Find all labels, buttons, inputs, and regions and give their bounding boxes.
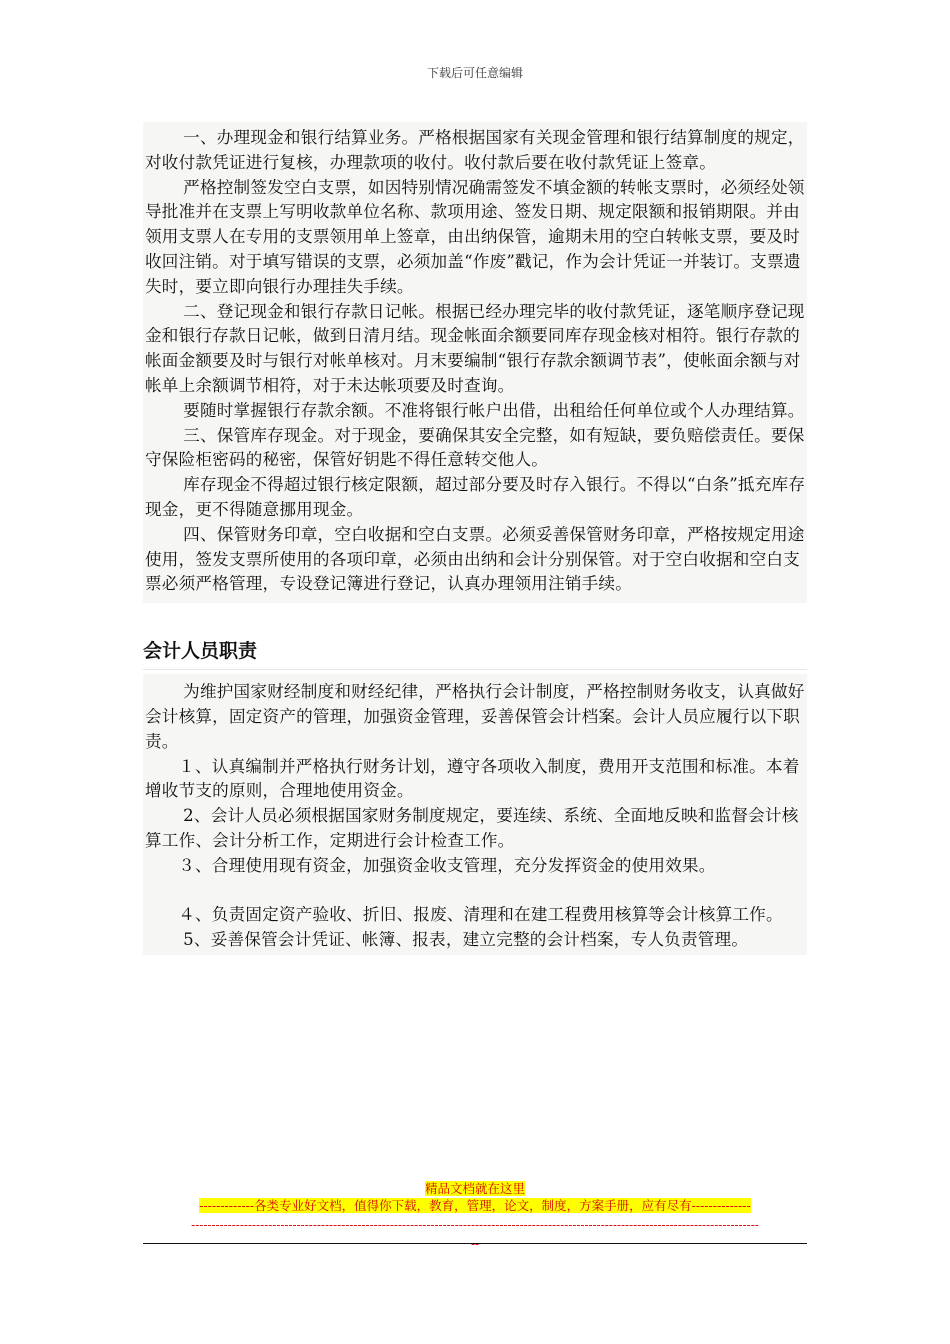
paragraph: 四、保管财务印章，空白收据和空白支票。必须妥善保管财务印章，严格按规定用途使用，签发支票所使用的各项印章，必须由出纳和会计分别保管。对于空白收据和空白支票必须严格管理，专设登记簿进行登记，认真办理领用注销手续。 — [145, 524, 805, 594]
paragraph: 严格控制签发空白支票，如因特别情况确需签发不填金额的转帐支票时，必须经处领导批准并在支票上写明收款单位名称、款项用途、签发日期、规定限额和报销期限。并由领用支票人在专用的支票领用单上签章，由出纳保管，逾期未用的空白转帐支票，要及时收回注销。对于填写错误的支票，必须加盖“作废”戳记，作为会计凭证一并装订。支票遗失时，要立即向银行办理挂失手续。 — [145, 177, 805, 296]
page-header-note: 下载后可任意编辑 — [426, 66, 523, 80]
cashier-duties-block — [143, 122, 807, 603]
paragraph: 2、会计人员必须根据国家财务制度规定，要连续、系统、全面地反映和监督会计核算工作、会计分析工作，定期进行会计检查工作。 — [145, 806, 799, 850]
paragraph: 为维护国家财经制度和财经纪律，严格执行会计制度，严格控制财务收支，认真做好会计核算，固定资产的管理，加强资金管理，妥善保管会计档案。会计人员应履行以下职责。 — [145, 682, 805, 751]
footer-title: 精品文档就在这里 — [424, 1181, 525, 1196]
accountant-duties-block — [143, 674, 807, 955]
paragraph: 二、登记现金和银行存款日记帐。根据已经办理完毕的收付款凭证，逐笔顺序登记现金和银行存款日记帐，做到日清月结。现金帐面余额要同库存现金核对相符。银行存款的帐面金额要及时与银行对帐单核对。月末要编制“银行存款余额调节表”，使帐面余额与对帐单上余额调节相符，对于未达帐项要及时查询。 — [145, 301, 805, 395]
paragraph: 三、保管库存现金。对于现金，要确保其安全完整，如有短缺，要负赔偿责任。要保守保险柜密码的秘密，保管好钥匙不得任意转交他人。 — [145, 425, 805, 470]
paragraph: 5、妥善保管会计凭证、帐簿、报表，建立完整的会计档案，专人负责管理。 — [183, 930, 749, 950]
page-footer — [143, 1180, 807, 1252]
footer-tagline: -------------各类专业好文档，值得你下载，教育，管理，论文，制度，方案手册，应有尽有-------------- — [199, 1198, 751, 1213]
footer-dash-end: -- — [470, 1237, 480, 1251]
blank-line — [145, 879, 807, 904]
footer-dash-line: -------------------------------------------------------------------------------------------------------------------------------------------- — [191, 1218, 759, 1232]
document-body — [143, 122, 807, 955]
paragraph: ４、负责固定资产验收、折旧、报废、清理和在建工程费用核算等会计核算工作。 — [178, 905, 783, 925]
paragraph: 一、办理现金和银行结算业务。严格根据国家有关现金管理和银行结算制度的规定，对收付款凭证进行复核，办理款项的收付。收付款后要在收付款凭证上签章。 — [145, 128, 805, 172]
paragraph: ３、合理使用现有资金，加强资金收支管理，充分发挥资金的使用效果。 — [178, 855, 716, 875]
paragraph: １、认真编制并严格执行财务计划，遵守各项收入制度，费用开支范围和标准。本着增收节支的原则，合理地使用资金。 — [145, 756, 800, 801]
section-heading: 会计人员职责 — [143, 637, 807, 670]
paragraph: 库存现金不得超过银行核定限额，超过部分要及时存入银行。不得以“白条”抵充库存现金，更不得随意挪用现金。 — [145, 475, 806, 519]
bottom-divider — [143, 1243, 807, 1244]
paragraph: 要随时掌握银行存款余额。不准将银行帐户出借，出租给任何单位或个人办理结算。 — [183, 400, 805, 420]
